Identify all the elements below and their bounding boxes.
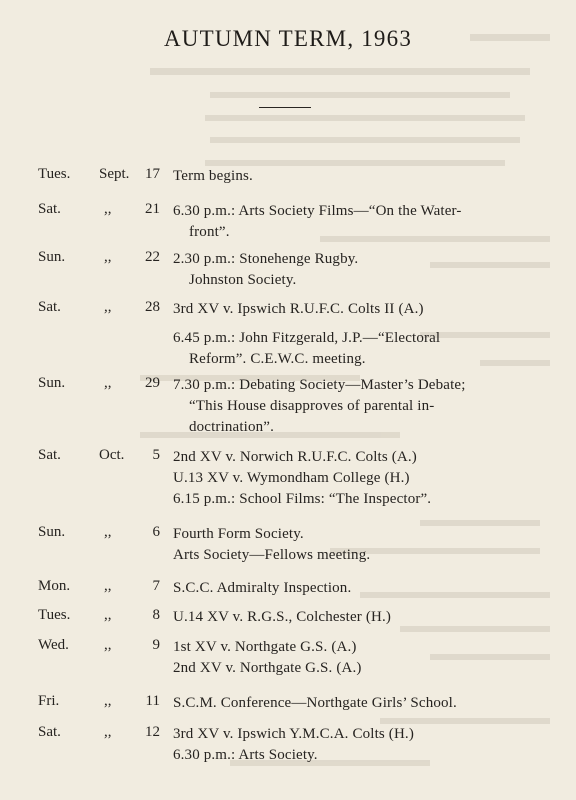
entry-line: 6.15 p.m.: School Films: “The Inspector”.	[173, 491, 432, 507]
entry-description	[173, 524, 533, 566]
entry-description	[173, 724, 533, 766]
entry-date: 6	[152, 524, 160, 540]
entry-description	[173, 607, 533, 628]
entry-ditto-mark: ,,	[104, 299, 112, 315]
entry-ditto-mark: ,,	[104, 607, 112, 623]
entry-line: U.13 XV v. Wymondham College (H.)	[173, 470, 410, 486]
entry-day: Sat.	[38, 299, 61, 315]
entry-description	[173, 637, 533, 679]
entry-date: 5	[152, 447, 160, 463]
entry-date: 8	[152, 607, 160, 623]
entry-day: Sun.	[38, 375, 66, 391]
entry-ditto-mark: ,,	[104, 375, 112, 391]
entry-line: Term begins.	[173, 168, 253, 184]
entry-line: 6.30 p.m.: Arts Society.	[173, 747, 318, 763]
entry-line: 2.30 p.m.: Stonehenge Rugby.	[173, 251, 359, 267]
entry-description	[173, 166, 533, 187]
entry-line: “This House disapproves of parental in-	[189, 398, 435, 414]
entry-line: Arts Society—Fellows meeting.	[173, 547, 371, 563]
entry-month: Sept.	[99, 166, 130, 182]
entry-line: 7.30 p.m.: Debating Society—Master’s Debate;	[173, 377, 466, 393]
entry-day: Sat.	[38, 201, 61, 217]
entry-date: 28	[145, 299, 160, 315]
entry-ditto-mark: ,,	[104, 693, 112, 709]
entry-description	[173, 201, 533, 243]
entry-day: Mon.	[38, 578, 71, 594]
entry-ditto-mark: ,,	[104, 524, 112, 540]
entry-ditto-mark: ,,	[104, 201, 112, 217]
entry-date: 12	[145, 724, 160, 740]
page-title: AUTUMN TERM, 1963	[163, 26, 413, 51]
entry-description	[173, 299, 533, 370]
entry-ditto-mark: ,,	[104, 637, 112, 653]
entry-date: 29	[145, 375, 160, 391]
entry-day: Tues.	[38, 166, 71, 182]
entry-spacer	[173, 320, 533, 328]
entry-day: Sun.	[38, 249, 66, 265]
entry-line: 6.30 p.m.: Arts Society Films—“On the Water-	[173, 203, 462, 219]
entry-line: 2nd XV v. Northgate G.S. (A.)	[173, 660, 362, 676]
entry-line: 6.45 p.m.: John Fitzgerald, J.P.—“Electoral	[173, 330, 441, 346]
entry-date: 9	[152, 637, 160, 653]
entry-day: Sat.	[38, 447, 61, 463]
entry-date: 11	[145, 693, 160, 709]
entry-ditto-mark: ,,	[104, 249, 112, 265]
entry-date: 21	[145, 201, 160, 217]
entry-line: Johnston Society.	[189, 272, 297, 288]
entry-line: Fourth Form Society.	[173, 526, 304, 542]
entry-description	[173, 375, 533, 438]
entry-day: Sat.	[38, 724, 61, 740]
entry-description	[173, 249, 533, 291]
entry-date: 7	[152, 578, 160, 594]
entry-day: Sun.	[38, 524, 66, 540]
entry-line: front”.	[189, 224, 230, 240]
entry-description	[173, 578, 533, 599]
entry-line: 1st XV v. Northgate G.S. (A.)	[173, 639, 357, 655]
entry-day: Wed.	[38, 637, 69, 653]
entry-day: Tues.	[38, 607, 71, 623]
entry-ditto-mark: ,,	[104, 724, 112, 740]
entry-line: 3rd XV v. Ipswich Y.M.C.A. Colts (H.)	[173, 726, 414, 742]
entry-description	[173, 693, 533, 714]
entry-line: 3rd XV v. Ipswich R.U.F.C. Colts II (A.)	[173, 301, 424, 317]
entry-line: S.C.C. Admiralty Inspection.	[173, 580, 352, 596]
entry-description	[173, 447, 533, 510]
entry-date: 17	[145, 166, 160, 182]
entry-month: Oct.	[99, 447, 125, 463]
entry-line: Reform”. C.E.W.C. meeting.	[189, 351, 366, 367]
entry-line: S.C.M. Conference—Northgate Girls’ School.	[173, 695, 457, 711]
entry-line: 2nd XV v. Norwich R.U.F.C. Colts (A.)	[173, 449, 417, 465]
entry-day: Fri.	[38, 693, 60, 709]
entry-date: 22	[145, 249, 160, 265]
entry-line: doctrination”.	[189, 419, 274, 435]
entry-ditto-mark: ,,	[104, 578, 112, 594]
entry-line: U.14 XV v. R.G.S., Colchester (H.)	[173, 609, 392, 625]
